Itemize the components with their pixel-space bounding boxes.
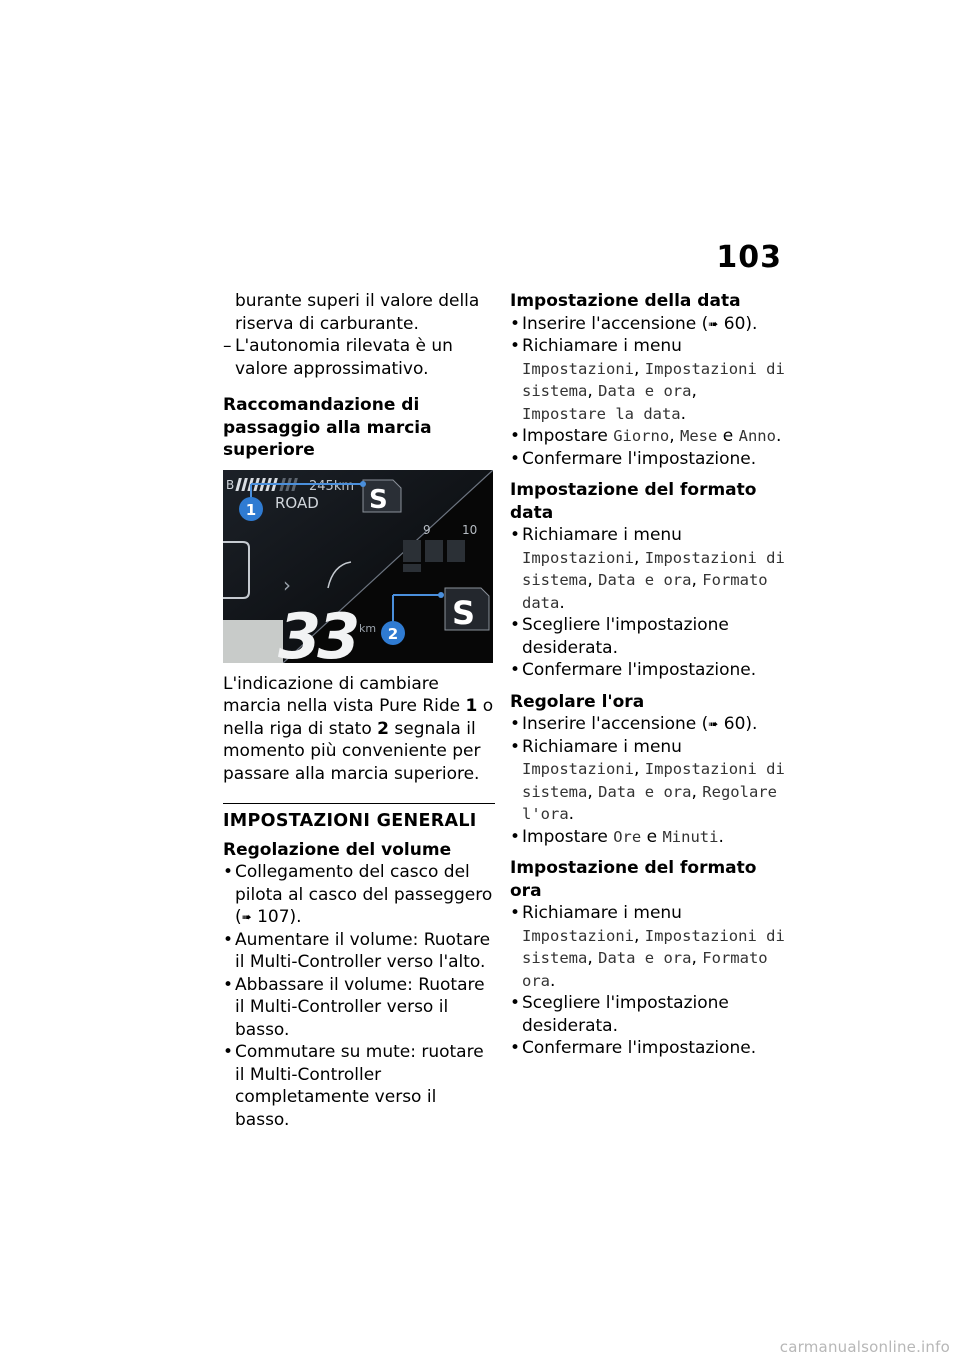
footer-watermark[interactable]: carmanualsonline.info	[779, 1338, 950, 1356]
list-item: • Scegliere l'impostazione desiderata.	[510, 614, 785, 659]
heading-date-format: Impostazione del formato data	[510, 480, 757, 523]
heading-date: Impostazione della data	[510, 291, 741, 311]
heading-shift-recommendation: Raccomandazione di passaggio alla marcia superiore	[223, 395, 432, 460]
list-item: • Confermare l'impostazione.	[510, 448, 785, 471]
callout-1-icon: 1	[245, 500, 257, 519]
chevron-right-icon: ›	[283, 572, 291, 597]
list-item: • Impostare Ore e Minuti.	[510, 826, 785, 849]
list-item: • Collegamento del casco del pilota al casco del passeggero (➠ 107).	[223, 861, 495, 929]
speed-digits: 33	[278, 599, 357, 663]
list-item: • Richiamare i menu Impostazioni, Impostazioni di sistema, Data e ora, Formato ora.	[510, 902, 785, 992]
gear-indicator-bottom: S	[452, 593, 476, 632]
reference-arrow-icon: ➠	[708, 717, 719, 731]
dashboard-figure	[223, 470, 493, 663]
shift-paragraph: L'indicazione di cambiare marcia nella vista Pure Ride 1 o nella riga di stato 2 segnala il momento più conveniente per passare alla marcia superiore.	[223, 673, 494, 784]
gear-indicator-top: S	[369, 484, 388, 515]
list-item: • Richiamare i menu Impostazioni, Impostazioni di sistema, Data e ora, Regolare l'ora.	[510, 736, 785, 826]
list-item: • Richiamare i menu Impostazioni, Impostazioni di sistema, Data e ora, Impostare la data.	[510, 335, 785, 425]
heading-time: Regolare l'ora	[510, 691, 645, 712]
page-number: 103	[716, 240, 782, 275]
list-item: • Confermare l'impostazione.	[510, 1037, 785, 1060]
callout-2-icon: 2	[387, 624, 399, 643]
right-column	[510, 290, 785, 1060]
heading-time-format: Impostazione del formato ora	[510, 858, 757, 901]
list-item: • Impostare Giorno, Mese e Anno.	[510, 425, 785, 448]
left-column	[223, 290, 495, 1131]
heading-volume: Regolazione del volume	[223, 839, 452, 860]
list-item: • Inserire l'accensione (➠ 60).	[510, 313, 785, 336]
list-item: • Inserire l'accensione (➠ 60).	[510, 713, 785, 736]
svg-text:B: B	[226, 477, 235, 492]
mode-readout: ROAD	[275, 493, 319, 512]
unit-label: km	[359, 621, 377, 635]
reference-arrow-icon: ➠	[708, 316, 719, 331]
tick-10: 10	[462, 522, 478, 537]
list-item: • Commutare su mute: ruotare il Multi-Controller completamente verso il basso.	[223, 1041, 495, 1131]
reference-arrow-icon: ➠	[241, 910, 252, 924]
list-item: • Richiamare i menu Impostazioni, Impostazioni di sistema, Data e ora, Formato data.	[510, 524, 785, 614]
dash-list-item: – L'autonomia rilevata è un valore approssimativo.	[223, 335, 495, 380]
continued-text: burante superi il valore della riserva di carburante.	[235, 291, 480, 334]
section-title: IMPOSTAZIONI GENERALI	[223, 803, 495, 833]
list-item: • Scegliere l'impostazione desiderata.	[510, 992, 785, 1037]
list-item: • Abbassare il volume: Ruotare il Multi-Controller verso il basso.	[223, 974, 495, 1042]
tick-9: 9	[423, 522, 431, 537]
range-readout: 245km	[309, 478, 355, 494]
list-item: • Confermare l'impostazione.	[510, 659, 785, 682]
list-item: • Aumentare il volume: Ruotare il Multi-Controller verso l'alto.	[223, 929, 495, 974]
